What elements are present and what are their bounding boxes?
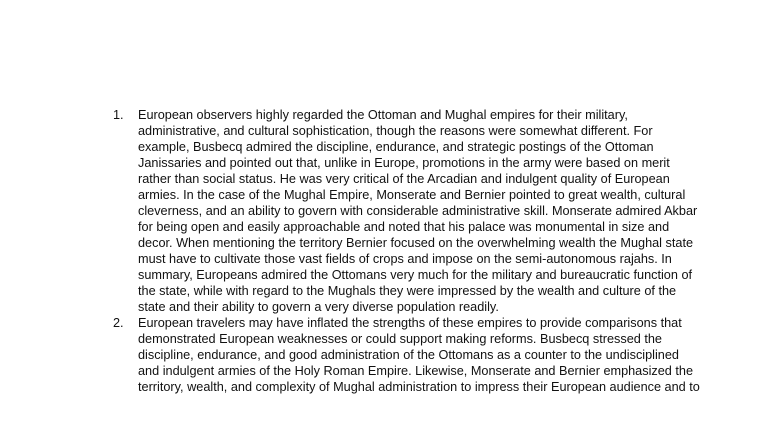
list-item-1 — [113, 107, 703, 315]
list-item-2 — [113, 315, 703, 395]
list-item-text: European observers highly regarded the Ottoman and Mughal empires for their military, administrative, and cultural sophistication, though the reasons were somewhat different. For example, Busbecq admired the discipline, endurance, and strategic postings of the Ottoman Janissaries and pointed out that, unlike in Europe, promotions in the army were based on merit rather than social status. He was very critical of the Arcadian and indulgent quality of European armies. In the case of the Mughal Empire, Monserate and Bernier pointed to great wealth, cultural cleverness, and an ability to govern with considerable administrative skill. Monserate admired Akbar for being open and easily approachable and noted that his palace was monumental in size and decor. When mentioning the territory Bernier focused on the overwhelming wealth the Mughal state must have to cultivate those vast fields of crops and impose on the semi-autonomous rajahs. In summary, Europeans admired the Ottomans very much for the military and bureaucratic function of the state, while with regard to the Mughals they were impressed by the wealth and culture of the state and their ability to govern a very diverse population readily. — [138, 108, 698, 314]
list-number: 2. — [113, 316, 124, 330]
numbered-list — [113, 107, 703, 395]
list-item-text: European travelers may have inflated the strengths of these empires to provide comparisons that demonstrated European weaknesses or could support making reforms. Busbecq stressed the discipline, endurance, and good administration of the Ottomans as a counter to the undisciplined and indulgent armies of the Holy Roman Empire. Likewise, Monserate and Bernier emphasized the territory, wealth, and complexity of Mughal administration to impress their European audience and to — [138, 316, 700, 394]
list-number: 1. — [113, 108, 124, 122]
